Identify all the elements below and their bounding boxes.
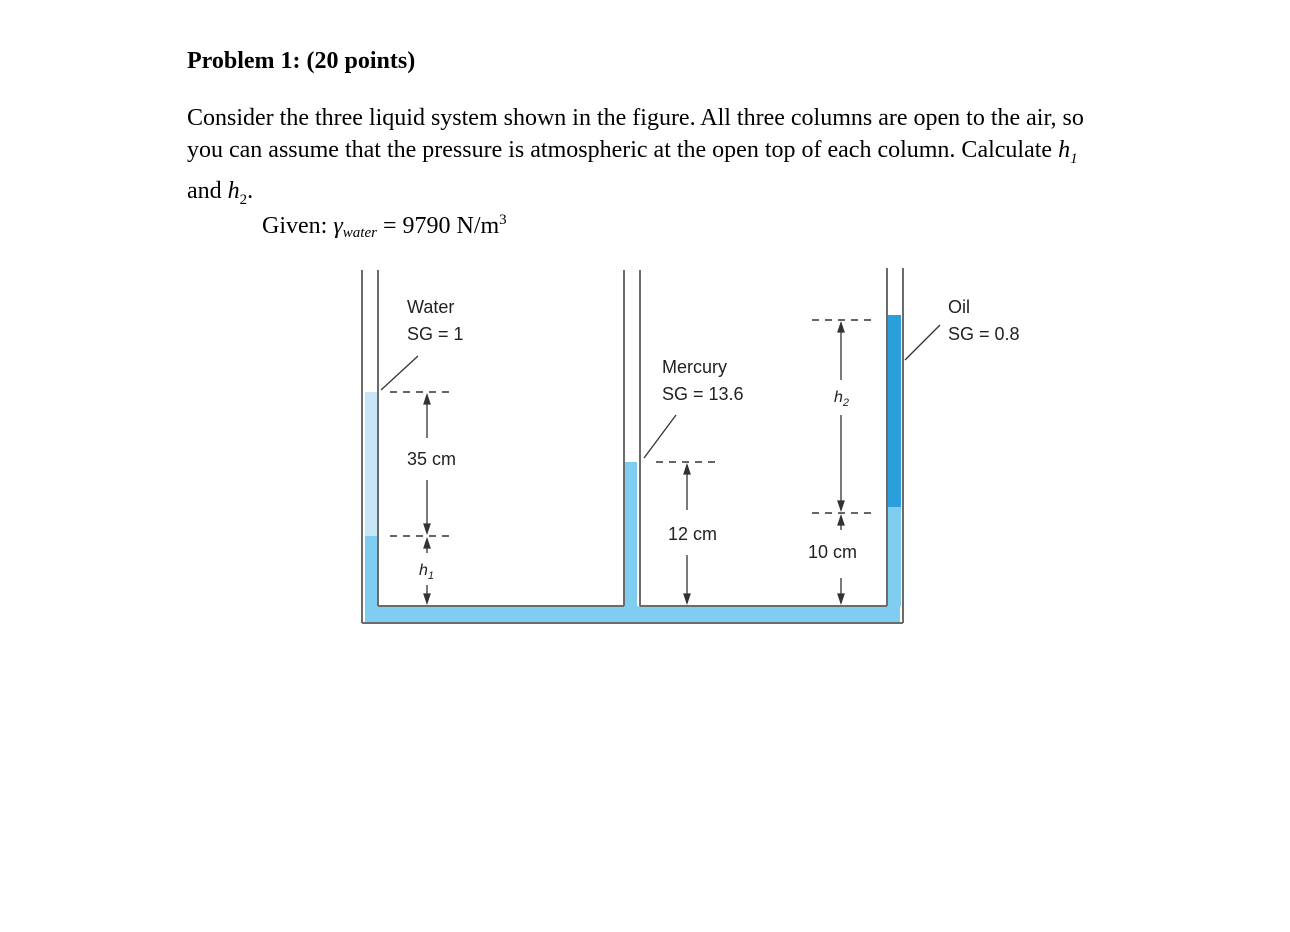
oil-sg-label: SG = 0.8 [948,324,1020,344]
h2-subscript: 2 [239,191,248,208]
given-exponent: 3 [499,212,507,228]
h1-variable: h [1058,137,1071,163]
water-sg-label: SG = 1 [407,324,464,344]
given-prefix: Given: [262,213,334,239]
mercury-label: Mercury [662,357,728,377]
mercury-bottom-channel [365,606,900,622]
dim-h1-bottom-arrow [424,594,430,603]
period: . [247,177,254,204]
dim-12-label: 12 cm [668,524,718,544]
mercury-sg-label: SG = 13.6 [662,384,744,404]
water-label: Water [407,297,455,317]
dim-10-label: 10 cm [808,542,858,562]
mercury-middle-column [625,462,637,606]
oil-label: Oil [948,297,970,317]
gamma-subscript: water [342,225,377,241]
h2-label-sub: 2 [842,397,850,410]
h2-label [834,389,849,409]
water-column-fill [365,392,377,536]
gamma-symbol: γ [333,213,343,239]
leader-lines [381,325,940,458]
dim-10-bottom-arrow [838,594,844,603]
dim-35-bottom-arrow [424,524,430,533]
h1-label-letter: h [419,562,428,579]
dim-h2-top-arrow [838,323,844,332]
oil-column-fill [888,315,901,507]
h2-variable: h [227,177,240,204]
dim-12-bottom-arrow [684,594,690,603]
h1-subscript: 1 [1070,150,1078,167]
h2-label-letter: h [834,389,843,406]
dim-35-top-arrow [424,395,430,404]
h1-label-sub: 1 [427,570,435,583]
mercury-right-leg [888,507,901,606]
dim-12-top-arrow [684,465,690,474]
problem-text-body: Consider the three liquid system shown in the figure. All three columns are open to the air, so you can assume that the pressure is atmospheric at the open top of each column. Calculate [187,105,1084,163]
dim-h2-bottom-arrow [838,501,844,510]
h1-label [419,562,434,582]
problem-title: Problem 1: (20 points) [187,48,416,74]
given-value: = 9790 N/m [376,213,500,239]
dim-35-label: 35 cm [407,449,457,469]
mercury-left-leg [365,536,377,606]
and-word: and [187,177,228,204]
